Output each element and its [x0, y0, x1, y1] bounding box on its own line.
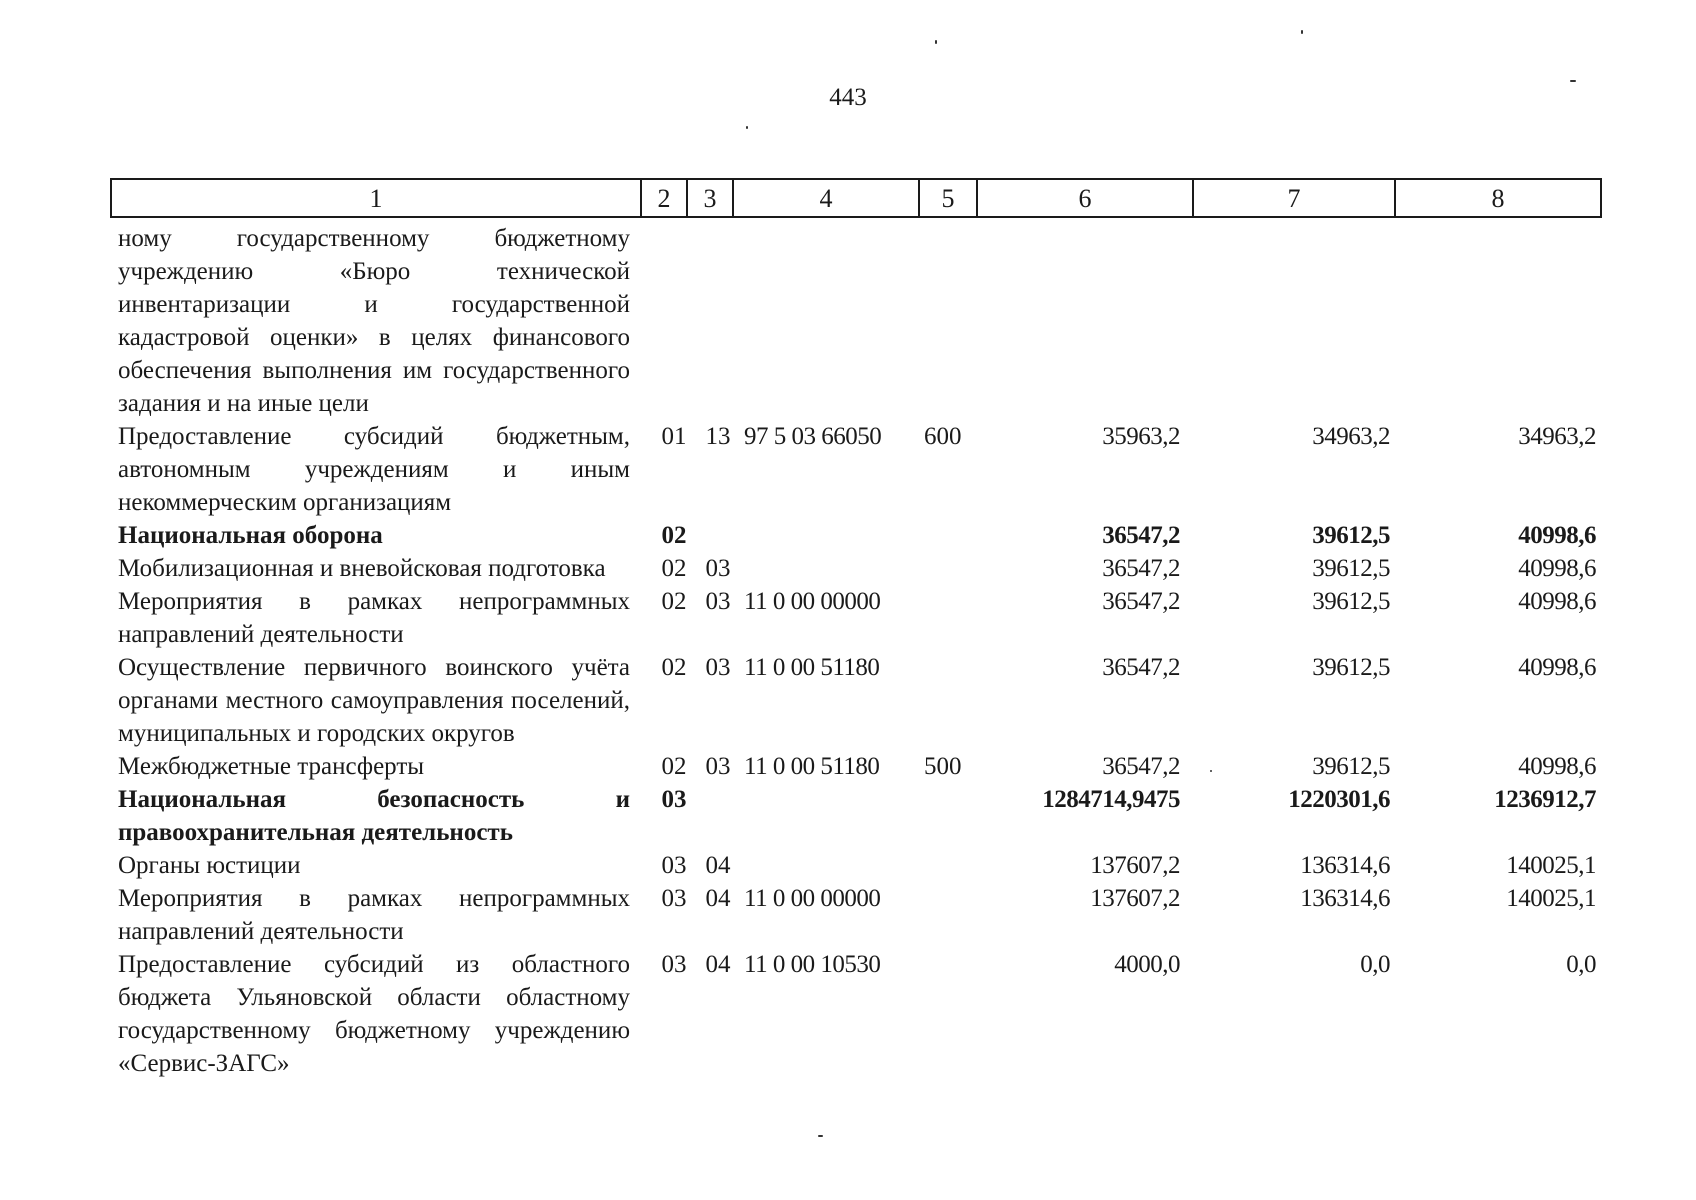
- row-name: Органы юстиции: [118, 852, 301, 879]
- row-col3: 03: [705, 588, 731, 615]
- row-col5: [924, 552, 980, 585]
- table-row: [118, 783, 1598, 849]
- row-col7: [1180, 222, 1390, 420]
- header-col-7: 7: [1194, 180, 1396, 216]
- scan-speck: [935, 40, 937, 44]
- row-col4: [740, 519, 924, 552]
- row-name: Предоставление субсидий из областного бюджета Ульяновской области областному государственному бюджетному учреждению «Сервис-ЗАГС»: [118, 951, 630, 1077]
- row-col4: 11 0 00 00000: [744, 885, 881, 912]
- row-col2: 03: [661, 885, 687, 912]
- row-col7: 34963,2: [1312, 423, 1390, 450]
- row-col4: [740, 849, 924, 882]
- row-col3: 04: [705, 951, 731, 978]
- row-col4: 97 5 03 66050: [744, 423, 882, 450]
- row-col5: [924, 948, 980, 1080]
- row-col7: 39612,5: [1312, 654, 1390, 681]
- row-col7: 1220301,6: [1288, 786, 1390, 813]
- row-col7: 136314,6: [1300, 885, 1390, 912]
- row-col8: 140025,1: [1506, 885, 1596, 912]
- table-row: [118, 519, 1598, 552]
- row-col6: 36547,2: [1102, 522, 1180, 549]
- row-col3: 04: [705, 852, 731, 879]
- row-col6: 137607,2: [1090, 885, 1180, 912]
- scan-speck: [746, 126, 748, 129]
- row-col3: 03: [705, 555, 731, 582]
- row-col3: 04: [705, 885, 731, 912]
- row-col3: 13: [705, 423, 731, 450]
- table-header-row: [110, 178, 1602, 218]
- row-col4: [740, 222, 924, 420]
- row-col6: 1284714,9475: [1042, 786, 1180, 813]
- row-col3: 03: [705, 753, 731, 780]
- row-col2: 02: [661, 588, 687, 615]
- row-col3: [696, 783, 740, 849]
- row-col7: 39612,5: [1312, 753, 1390, 780]
- scan-speck: [1570, 80, 1576, 82]
- header-col-1: 1: [112, 180, 642, 216]
- page-number: 443: [829, 84, 867, 111]
- row-col8: 1236912,7: [1494, 786, 1596, 813]
- table-row: [118, 552, 1598, 585]
- header-col-5: 5: [920, 180, 978, 216]
- row-col5: [924, 222, 980, 420]
- table-row: [118, 585, 1598, 651]
- row-col4: 11 0 00 51180: [744, 753, 880, 780]
- row-col8: 40998,6: [1518, 654, 1596, 681]
- row-col7: 0,0: [1360, 951, 1390, 978]
- row-col4: 11 0 00 10530: [744, 951, 881, 978]
- row-col4: 11 0 00 51180: [744, 654, 880, 681]
- row-col5: [924, 849, 980, 882]
- row-col8: 40998,6: [1518, 522, 1596, 549]
- row-col6: 36547,2: [1102, 753, 1180, 780]
- row-col2: 03: [661, 852, 687, 879]
- header-col-2: 2: [642, 180, 688, 216]
- header-col-3: 3: [688, 180, 734, 216]
- row-col3: 03: [705, 654, 731, 681]
- row-col5: [924, 783, 980, 849]
- table-row: [118, 420, 1598, 519]
- row-col5: [924, 882, 980, 948]
- row-col5: 600: [924, 423, 962, 450]
- row-col6: 36547,2: [1102, 588, 1180, 615]
- row-name: Осуществление первичного воинского учёта органами местного самоуправления поселений, муниципальных и городских округов: [118, 654, 630, 747]
- row-col8: 34963,2: [1518, 423, 1596, 450]
- row-col2: 02: [661, 522, 687, 549]
- row-col6: 4000,0: [1114, 951, 1180, 978]
- row-col4: [740, 783, 924, 849]
- row-col8: 40998,6: [1518, 753, 1596, 780]
- row-col8: 40998,6: [1518, 555, 1596, 582]
- row-col8: 140025,1: [1506, 852, 1596, 879]
- scan-speck: [1210, 770, 1212, 772]
- row-col6: 36547,2: [1102, 654, 1180, 681]
- row-col3: [696, 222, 740, 420]
- row-col2: 03: [661, 951, 687, 978]
- row-name: Мобилизационная и вневойсковая подготовка: [118, 555, 606, 582]
- row-col2: 02: [661, 555, 687, 582]
- row-col8: [1390, 222, 1596, 420]
- row-col6: [980, 222, 1180, 420]
- table-row: [118, 882, 1598, 948]
- row-col7: 39612,5: [1312, 522, 1390, 549]
- row-col4: 11 0 00 00000: [744, 588, 881, 615]
- row-col2: 02: [661, 654, 687, 681]
- header-col-8: 8: [1491, 184, 1505, 213]
- table-row: [118, 849, 1598, 882]
- row-col7: 136314,6: [1300, 852, 1390, 879]
- row-col5: [924, 585, 980, 651]
- row-col2: 02: [661, 753, 687, 780]
- row-col3: [696, 519, 740, 552]
- row-col5: 500: [924, 753, 962, 780]
- row-name: Межбюджетные трансферты: [118, 753, 425, 780]
- table-row: [118, 750, 1598, 783]
- scan-speck: [818, 1135, 823, 1137]
- row-name: Национальная оборона: [118, 522, 383, 549]
- table-row: [118, 651, 1598, 750]
- row-name: Мероприятия в рамках непрограммных направлений деятельности: [118, 885, 630, 945]
- row-col8: 40998,6: [1518, 588, 1596, 615]
- row-col6: 36547,2: [1102, 555, 1180, 582]
- row-col8: 0,0: [1566, 951, 1596, 978]
- table-row: [118, 948, 1598, 1080]
- row-col5: [924, 651, 980, 750]
- row-col2: 03: [661, 786, 687, 813]
- row-name: ному государственному бюджетному учреждению «Бюро технической инвентаризации и государственной кадастровой оценки» в целях финансового обеспечения выполнения им государственного задания и на иные цели: [118, 225, 630, 417]
- table-body: [118, 222, 1598, 1080]
- row-name: Национальная безопасность и правоохранительная деятельность: [118, 786, 630, 846]
- row-col2: 01: [661, 423, 687, 450]
- row-name: Предоставление субсидий бюджетным, автономным учреждениям и иным некоммерческим организациям: [118, 423, 630, 516]
- scan-speck: [1301, 30, 1303, 34]
- header-col-6: 6: [978, 180, 1194, 216]
- header-col-4: 4: [734, 180, 920, 216]
- row-name: Мероприятия в рамках непрограммных направлений деятельности: [118, 588, 630, 648]
- row-col4: [740, 552, 924, 585]
- table-row: [118, 222, 1598, 420]
- row-col5: [924, 519, 980, 552]
- row-col7: 39612,5: [1312, 588, 1390, 615]
- row-col7: 39612,5: [1312, 555, 1390, 582]
- row-col2: [652, 222, 696, 420]
- row-col6: 137607,2: [1090, 852, 1180, 879]
- row-col6: 35963,2: [1102, 423, 1180, 450]
